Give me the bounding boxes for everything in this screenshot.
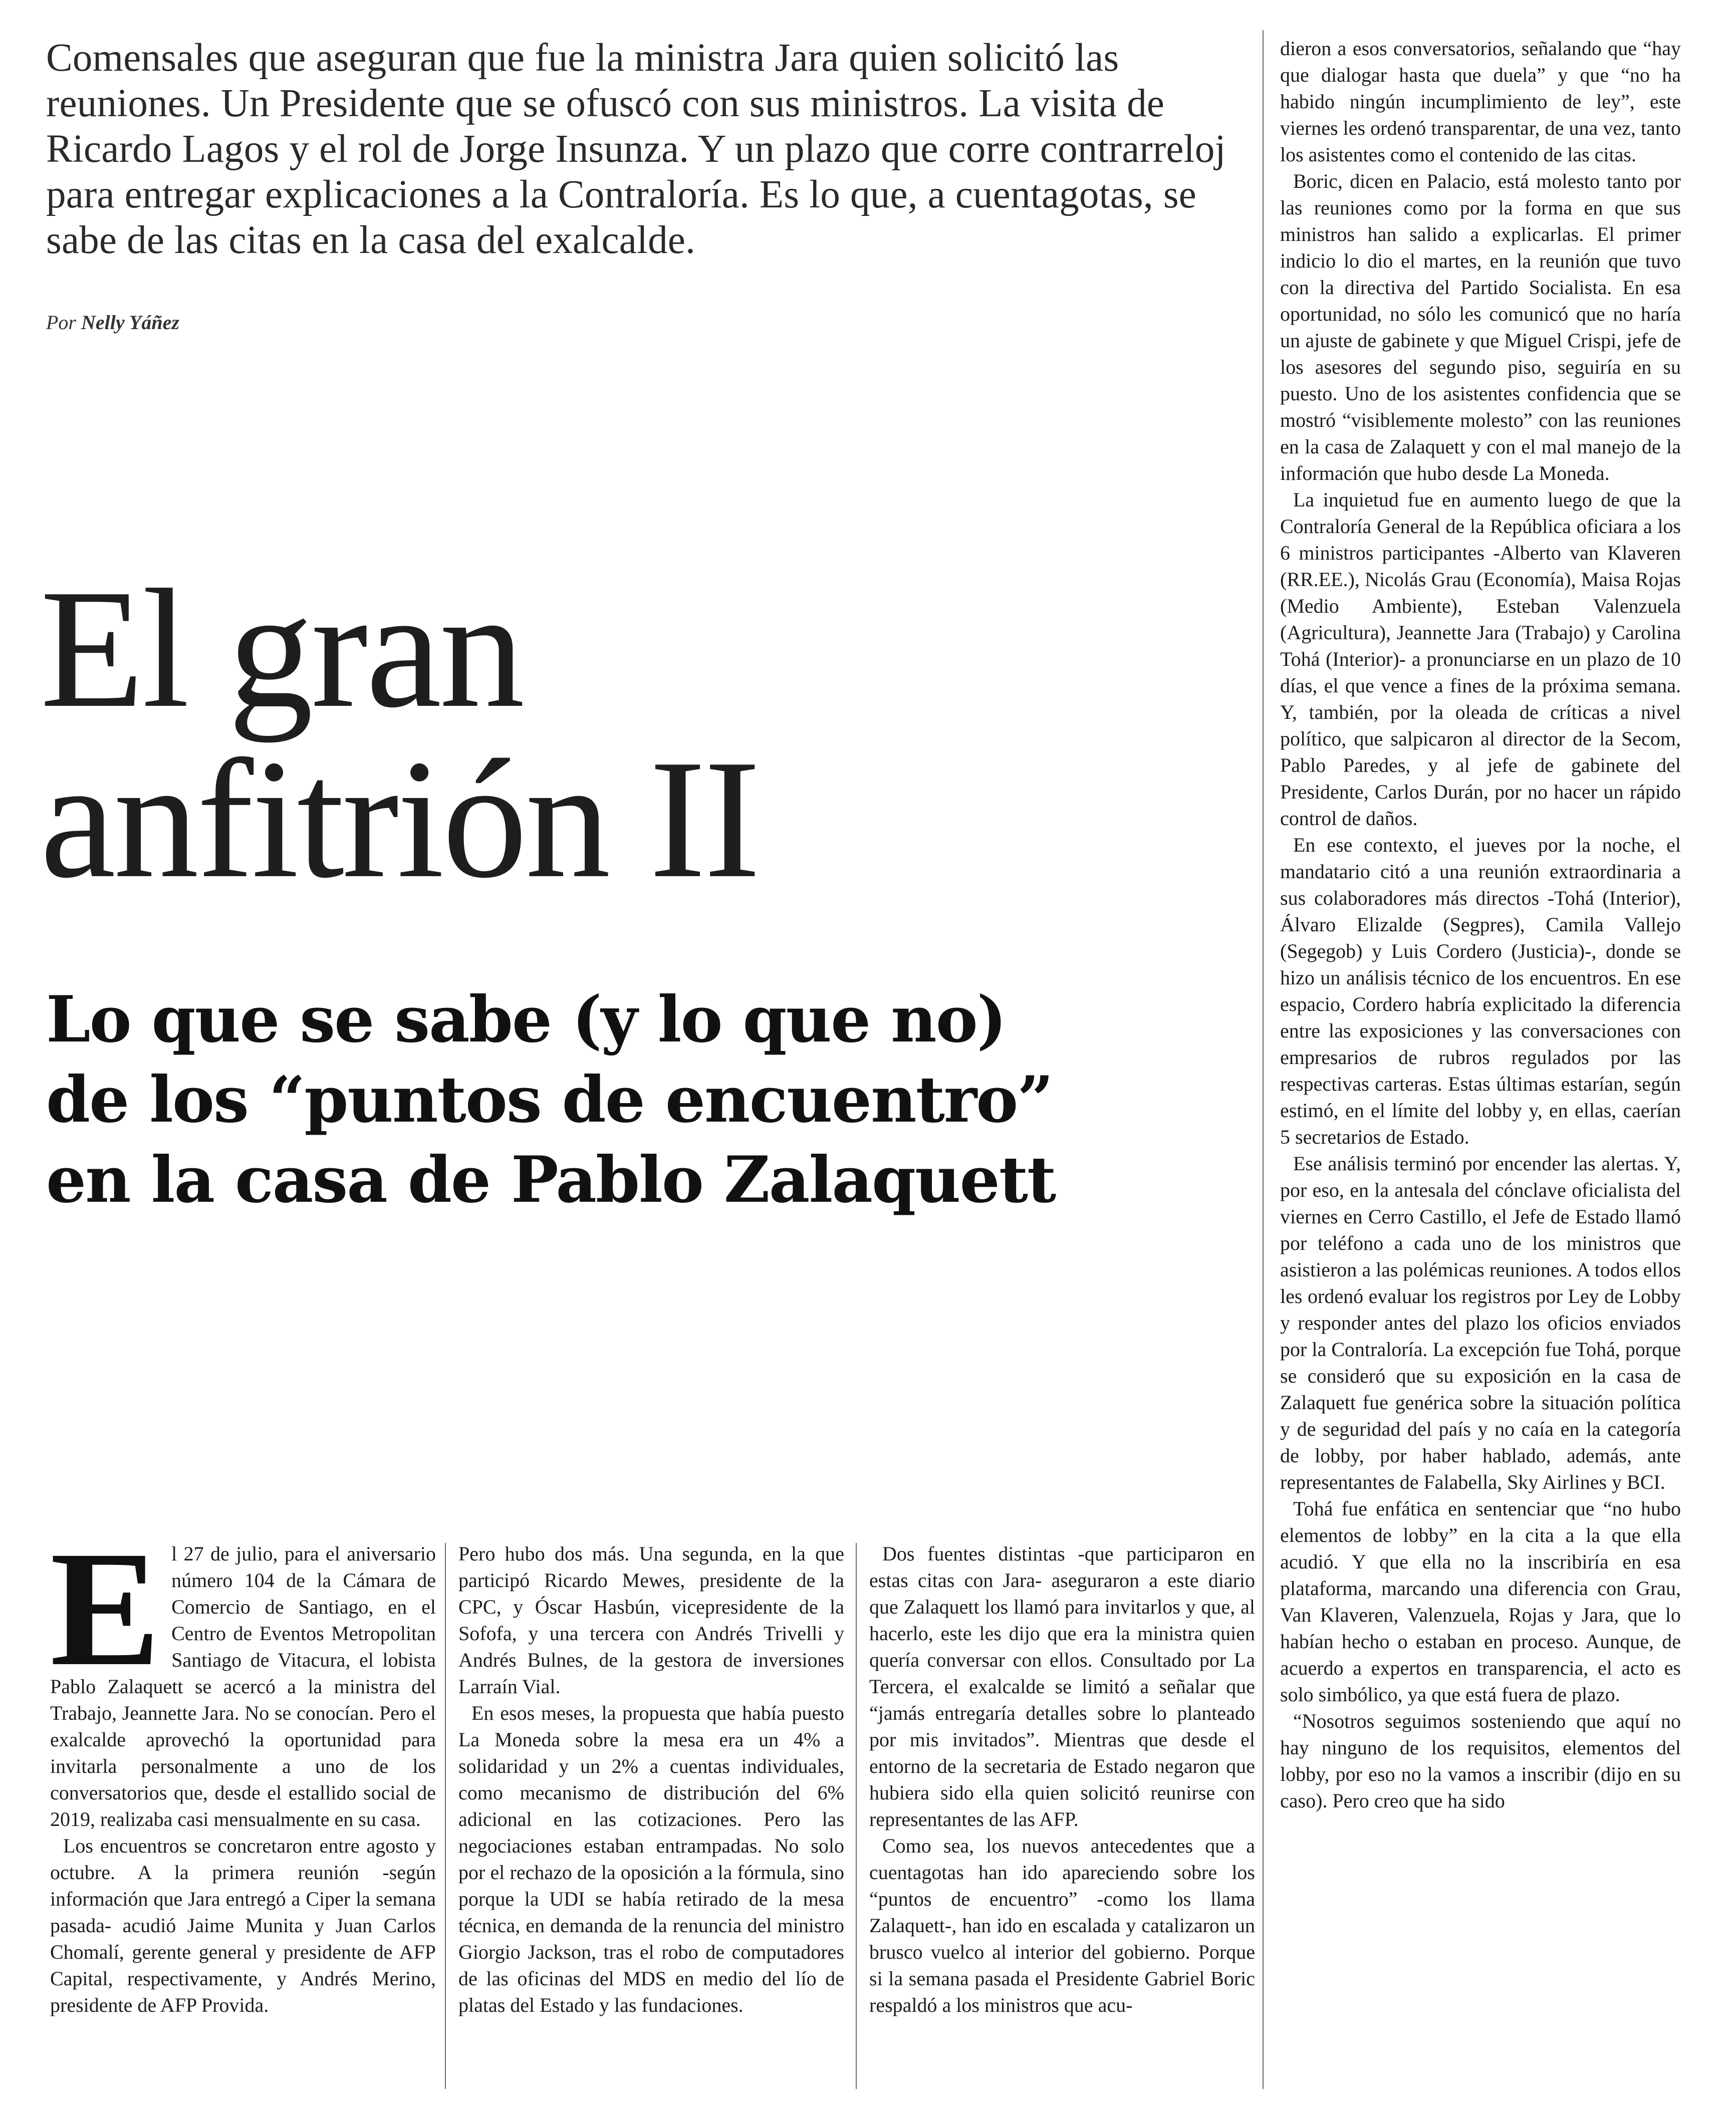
body-column-4: [1280, 35, 1681, 1814]
paragraph: Dos fuentes distintas -que participaron en estas citas con Jara- aseguraron a este diario que Zalaquett los llamó para invitarlos y que, al hacerlo, este les dijo que era la ministra quien quería conversar con ellos. Consultado por La Tercera, el exalcalde se limitó a señalar que “jamás entregaría detalles sobre lo planteado por mis invitados”. Mientras que desde el entorno de la secretaria de Estado negaron que hubiera sido ella quien solicitó reunirse con representantes de las AFP.: [869, 1542, 1255, 1830]
article-lede: Comensales que aseguran que fue la ministra Jara quien solicitó las reuniones. Un Presidente que se ofuscó con sus ministros. La visita de Ricardo Lagos y el rol de Jorge Insunza. Y un plazo que corre contrarreloj para entregar explicaciones a la Contraloría. Es lo que, a cuentagotas, se sabe de las citas en la casa del exalcalde.: [46, 36, 1226, 262]
paragraph: Ese análisis terminó por encender las alertas. Y, por eso, en la antesala del cónclave oficialista del viernes en Cerro Castillo, el Jefe de Estado llamó por teléfono a cada uno de los ministros que asistieron a las polémicas reuniones. A todos ellos les ordenó evaluar los registros por Ley de Lobby y responder antes del plazo los oficios enviados por la Contraloría. La excepción fue Tohá, porque se consideró que su exposición en la casa de Zalaquett fue genérica sobre la situación política y de seguridad del país y no caía en la categoría de lobby, por haber hablado, además, ante representantes de Falabella, Sky Airlines y BCI.: [1280, 1152, 1681, 1493]
paragraph: Como sea, los nuevos antecedentes que a cuentagotas han ido apareciendo sobre los “puntos de encuentro” -como los llama Zalaquett-, han ido en escalada y catalizaron un brusco vuelco al interior del gobierno. Porque si la semana pasada el Presidente Gabriel Boric respaldó a los ministros que acu-: [869, 1834, 1255, 2016]
column-divider: [445, 1543, 446, 2089]
paragraph: l 27 de julio, para el aniversario número 104 de la Cámara de Comercio de Santiago, en el Centro de Eventos Metropolitan Santiago de Vitacura, el lobista Pablo Zalaquett se acercó a la ministra del Trabajo, Jeannette Jara. No se conocían. Pero el exalcalde aprovechó la oportunidad para invitarla personalmente a uno de los conversatorios que, desde el estallido social de 2019, realizaba casi mensualmente en su casa.: [50, 1542, 436, 1830]
paragraph: Los encuentros se concretaron entre agosto y octubre. A la primera reunión -según información que Jara entregó a Ciper la semana pasada- acudió Jaime Munita y Juan Carlos Chomalí, gerente general y presidente de AFP Capital, respectivamente, y Andrés Merino, presidente de AFP Provida.: [50, 1834, 436, 2016]
byline: [46, 311, 179, 334]
paragraph: Pero hubo dos más. Una segunda, en la que participó Ricardo Mewes, presidente de la CPC, y Óscar Hasbún, vicepresidente de la Sofofa, y una tercera con Andrés Trivelli y Andrés Bulnes, de la gestora de inversiones Larraín Vial.: [458, 1542, 844, 1698]
byline-author: Nelly Yáñez: [81, 311, 179, 334]
byline-prefix: Por: [46, 311, 76, 334]
paragraph: “Nosotros seguimos sosteniendo que aquí no hay ninguno de los requisitos, elementos del lobby, por eso no la vamos a inscribir (dijo en su caso). Pero creo que ha sido: [1280, 1710, 1681, 1812]
paragraph: dieron a esos conversatorios, señalando que “hay que dialogar hasta que duela” y que “no ha habido ningún incumplimiento de ley”, este viernes les ordenó transparentar, de una vez, tanto los asistentes como el contenido de las citas.: [1280, 37, 1681, 166]
article-subheadline: [46, 979, 1198, 1220]
paragraph: Boric, dicen en Palacio, está molesto tanto por las reuniones como por la forma en que sus ministros han salido a explicarlas. El primer indicio lo dio el martes, en la reunión que tuvo con la directiva del Partido Socialista. En esa oportunidad, no sólo les comunicó que no haría un ajuste de gabinete y que Miguel Crispi, jefe de los asesores del segundo piso, seguiría en su puesto. Uno de los asistentes confidencia que se mostró “visiblemente molesto” con las reuniones en la casa de Zalaquett y con el mal manejo de la información que hubo desde La Moneda.: [1280, 170, 1681, 484]
paragraph: La inquietud fue en aumento luego de que la Contraloría General de la República oficiara a los 6 ministros participantes -Alberto van Klaveren (RR.EE.), Nicolás Grau (Economía), Maisa Rojas (Medio Ambiente), Esteban Valenzuela (Agricultura), Jeannette Jara (Trabajo) y Carolina Tohá (Interior)- a pronunciarse en un plazo de 10 días, el que vence a fines de la próxima semana. Y, también, por la oleada de críticas a nivel político, que salpicaron al director de la Secom, Pablo Paredes, y al jefe de gabinete del Presidente, Carlos Durán, por no hacer un rápido control de daños.: [1280, 488, 1681, 830]
paragraph: En esos meses, la propuesta que había puesto La Moneda sobre la mesa era un 4% a solidaridad y un 2% a cuentas individuales, como mecanismo de distribución del 6% adicional en las cotizaciones. Pero las negociaciones estaban entrampadas. No solo por el rechazo de la oposición a la fórmula, sino porque la UDI se había retirado de la mesa técnica, en demanda de la renuncia del ministro Giorgio Jackson, tras el robo de computadores de las oficinas del MDS en medio del lío de platas del Estado y las fundaciones.: [458, 1702, 844, 2016]
paragraph: En ese contexto, el jueves por la noche, el mandatario citó a una reunión extraordinaria a sus colaboradores más directos -Tohá (Interior), Álvaro Elizalde (Segpres), Camila Vallejo (Segegob) y Luis Cordero (Justicia)-, donde se hizo un análisis técnico de los encuentros. En ese espacio, Cordero habría explicitado la diferencia entre las exposiciones y las conversaciones con empresarios de rubros regulados por las respectivas carteras. Estas últimas estarían, según estimó, en el límite del lobby y, en ellas, caerían 5 secretarios de Estado.: [1280, 834, 1681, 1148]
subhead-line-3: en la casa de Pablo Zalaquett: [46, 1143, 1056, 1217]
drop-cap: E: [50, 1517, 161, 1700]
body-column-1: [50, 1517, 436, 2018]
article-headline: [40, 554, 1227, 913]
body-column-3: [869, 1540, 1255, 2018]
subhead-line-1: Lo que se sabe (y lo que no): [46, 982, 1006, 1057]
subhead-line-2: de los “puntos de encuentro”: [46, 1063, 1053, 1137]
column-divider: [856, 1543, 857, 2089]
column-divider: [1263, 30, 1264, 2089]
headline-line-2: anfitrión II: [40, 724, 759, 913]
body-column-2: [458, 1540, 844, 2018]
headline-line-1: El gran: [40, 554, 523, 743]
paragraph: Tohá fue enfática en sentenciar que “no hubo elementos de lobby” en la cita a la que ella acudió. Y que ella no la inscribiría en esa plataforma, marcando una diferencia con Grau, Van Klaveren, Valenzuela, Rojas y Jara, que lo habían hecho o estaban en proceso. Aunque, de acuerdo a expertos en transparencia, el acto es solo simbólico, ya que está fuera de plazo.: [1280, 1497, 1681, 1706]
